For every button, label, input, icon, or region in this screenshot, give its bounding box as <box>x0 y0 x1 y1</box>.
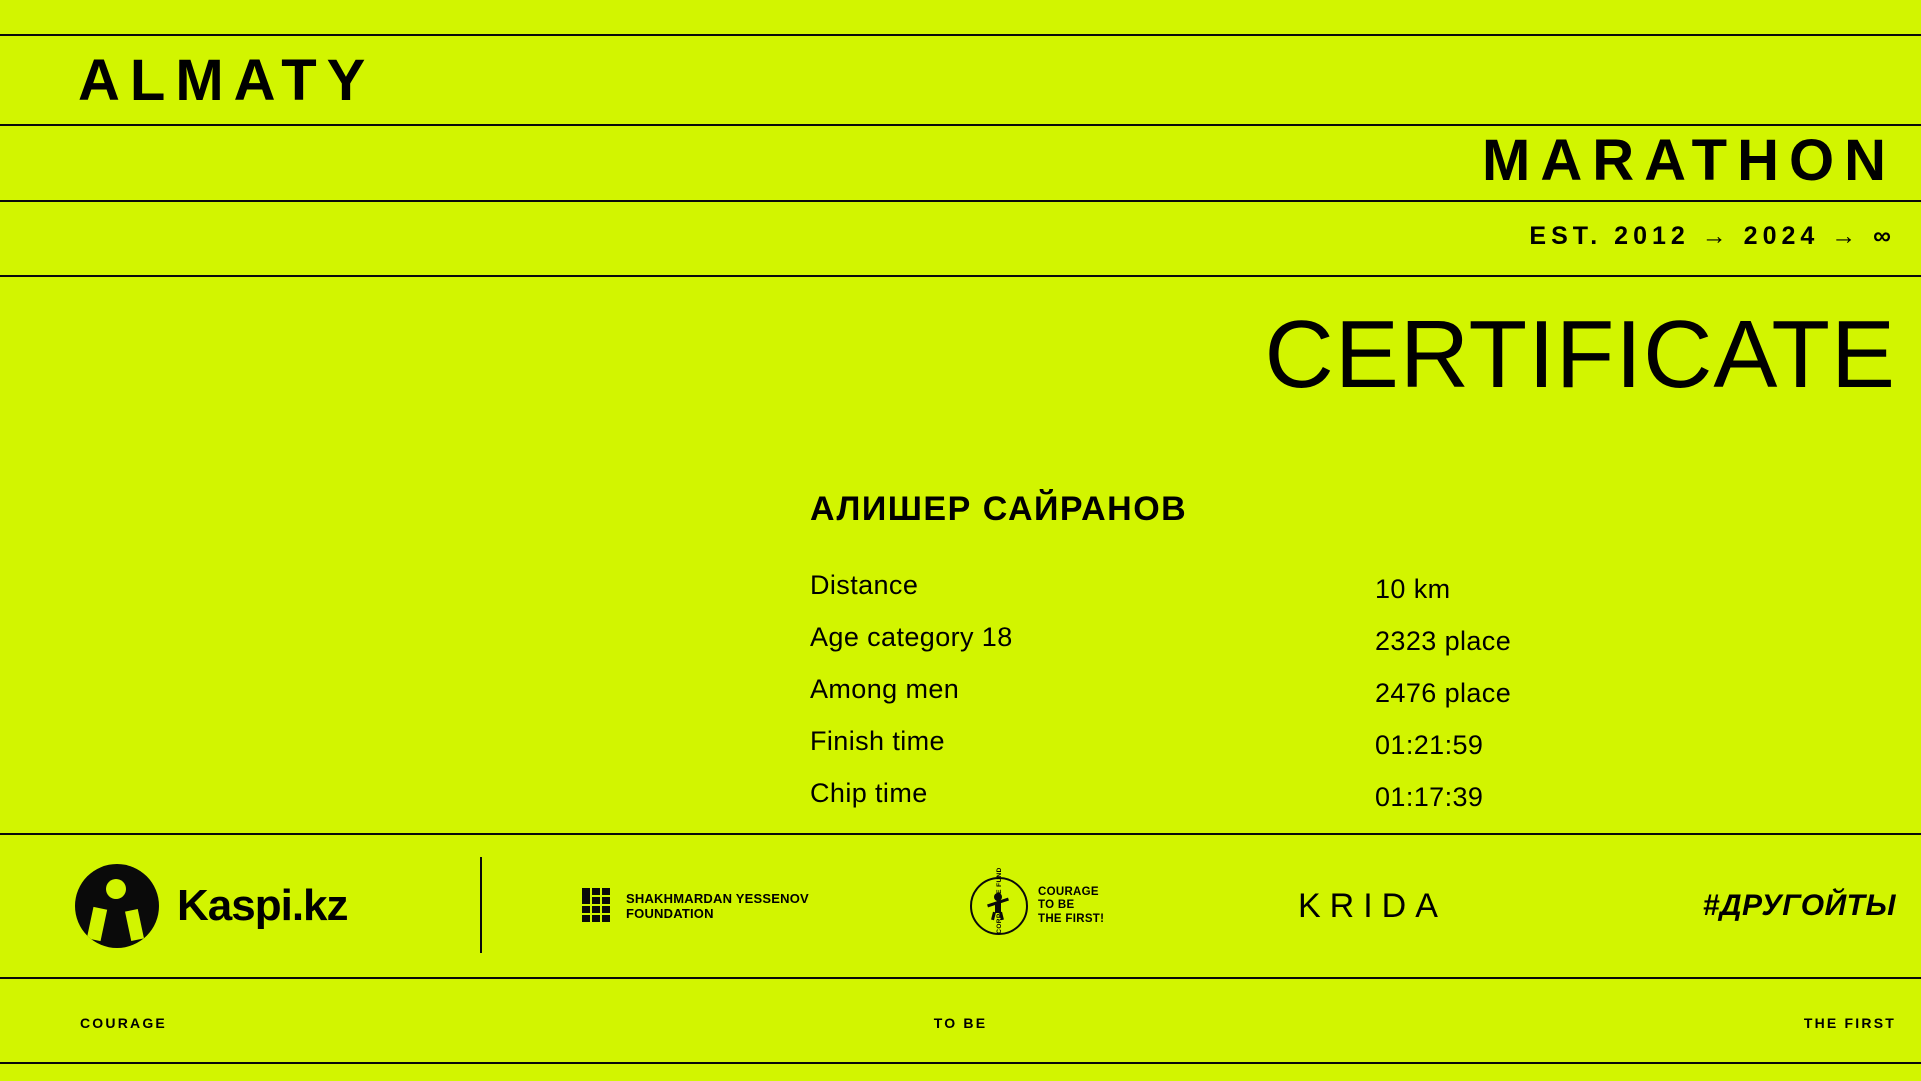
kaspi-wordmark: Kaspi.kz <box>177 881 348 930</box>
footer-center: TO BE <box>933 1015 988 1031</box>
result-value: 01:21:59 <box>1375 730 1484 760</box>
brand-line-almaty: ALMATY <box>78 48 376 113</box>
divider-rule-1 <box>0 34 1921 36</box>
divider-rule-3 <box>0 200 1921 202</box>
yessenov-wordmark <box>626 891 809 921</box>
footer-right: THE FIRST <box>1803 1015 1896 1031</box>
table-row <box>810 778 1710 830</box>
result-label: Distance <box>810 570 919 600</box>
divider-rule-4 <box>0 275 1921 277</box>
sponsor-corporate-fund <box>970 877 1104 935</box>
corporate-fund-line-1: COURAGE <box>1038 885 1099 898</box>
result-label: Among men <box>810 674 960 704</box>
divider-rule-2 <box>0 124 1921 126</box>
footer-slogan <box>0 1015 1921 1045</box>
corporate-fund-wordmark <box>1038 886 1104 927</box>
footer-left: COURAGE <box>80 1015 167 1031</box>
result-value: 2323 place <box>1375 626 1512 656</box>
result-value: 2476 place <box>1375 678 1512 708</box>
campaign-hashtag: #ДРУГОЙТЫ <box>1702 889 1896 922</box>
results-table <box>810 570 1710 830</box>
yessenov-bars-icon <box>582 888 612 924</box>
sponsor-kaspi <box>75 864 348 948</box>
divider-rule-6 <box>0 977 1921 979</box>
result-label: Chip time <box>810 778 928 808</box>
result-label: Finish time <box>810 726 945 756</box>
result-value: 10 km <box>1375 574 1451 604</box>
result-value: 01:17:39 <box>1375 782 1484 812</box>
table-row <box>810 674 1710 726</box>
sponsor-yessenov-foundation <box>582 888 809 924</box>
table-row <box>810 622 1710 674</box>
yessenov-line-1: SHAKHMARDAN YESSENOV <box>626 891 809 906</box>
divider-rule-7 <box>0 1062 1921 1064</box>
corporate-fund-line-2: TO BE <box>1038 899 1075 912</box>
athlete-name: АЛИШЕР САЙРАНОВ <box>810 490 1188 528</box>
result-label: Age category 18 <box>810 622 1013 652</box>
kaspi-logo-icon <box>75 864 159 948</box>
page-title: CERTIFICATE <box>1264 301 1896 408</box>
sponsor-divider <box>480 857 482 953</box>
table-row <box>810 726 1710 778</box>
corporate-fund-line-3: THE FIRST! <box>1038 912 1105 925</box>
sponsor-strip <box>0 835 1921 977</box>
brand-line-marathon: MARATHON <box>1482 128 1896 193</box>
corporate-fund-runner-icon <box>970 877 1028 935</box>
sponsor-krida: KRIDA <box>1298 886 1447 925</box>
table-row <box>810 570 1710 622</box>
yessenov-line-2: FOUNDATION <box>626 906 714 921</box>
established-line: EST. 2012 → 2024 → ∞ <box>1529 222 1896 250</box>
